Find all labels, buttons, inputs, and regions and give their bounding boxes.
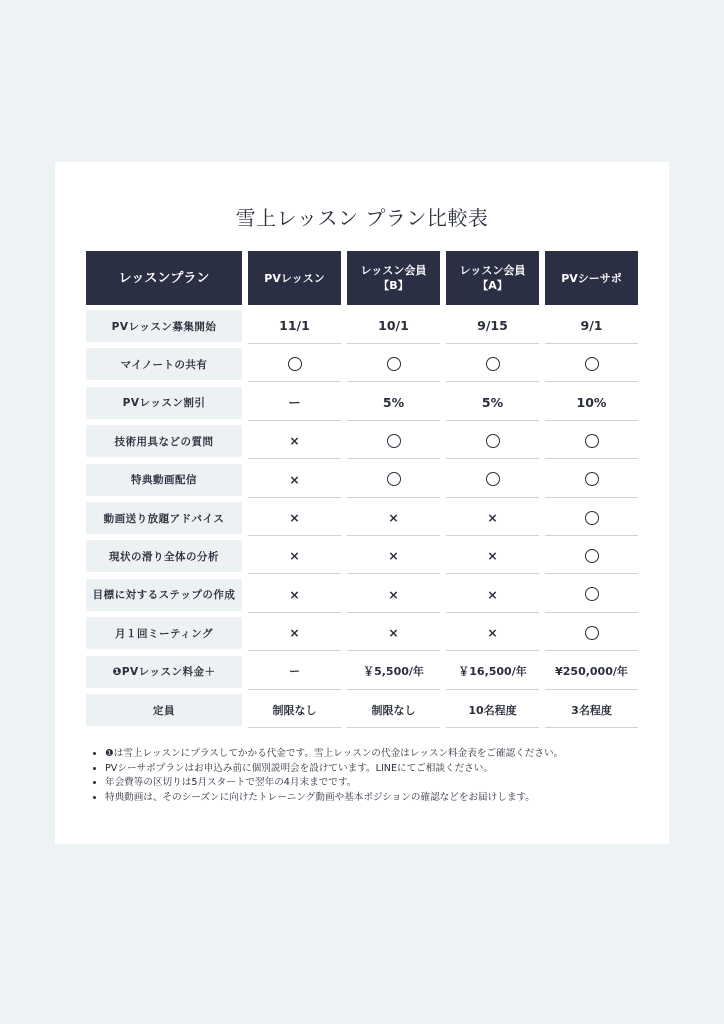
table-cell: 制限なし <box>248 692 341 728</box>
table-cell: 10% <box>545 385 638 421</box>
table-cell: × <box>347 538 440 574</box>
note-item: • ❶は雪上レッスンにプラスしてかかる代金です。雪上レッスンの代金はレッスン料金表をご確認ください。 <box>105 747 665 762</box>
row-label: ❶PVレッスン料金＋ <box>86 656 242 688</box>
table-cell <box>545 538 638 574</box>
table-cell <box>545 423 638 459</box>
row-label: マイノートの共有 <box>86 348 242 380</box>
table-cell: 9/1 <box>545 308 638 344</box>
table-cell <box>347 462 440 498</box>
page-title: 雪上レッスン プラン比較表 <box>235 206 489 230</box>
table-cell <box>545 615 638 651</box>
table-cell: 3名程度 <box>545 692 638 728</box>
header-plan-label: レッスンプラン <box>86 251 242 305</box>
row-label: PVレッスン募集開始 <box>86 310 242 342</box>
table-cell: ¥250,000/年 <box>545 654 638 690</box>
table-cell <box>545 346 638 382</box>
check-circle-icon <box>585 472 599 486</box>
row-label: PVレッスン割引 <box>86 387 242 419</box>
header-plan-3: レッスン会員 【A】 <box>446 251 539 305</box>
table-cell: 11/1 <box>248 308 341 344</box>
table-cell: × <box>347 500 440 536</box>
table-cell <box>347 346 440 382</box>
table-cell: 5% <box>347 385 440 421</box>
header-plan-4: PVシーサポ <box>545 251 638 305</box>
table-cell: 制限なし <box>347 692 440 728</box>
table-cell: × <box>347 577 440 613</box>
header-plan-1: PVレッスン <box>248 251 341 305</box>
table-cell: × <box>248 577 341 613</box>
note-item: • 特典動画は、そのシーズンに向けたトレーニング動画や基本ポジションの確認などをお届けします。 <box>105 791 665 806</box>
check-circle-icon <box>486 357 500 371</box>
table-cell: × <box>446 615 539 651</box>
check-circle-icon <box>585 511 599 525</box>
table-cell: 5% <box>446 385 539 421</box>
table-cell: 10/1 <box>347 308 440 344</box>
row-label: 目標に対するステップの作成 <box>86 579 242 611</box>
check-circle-icon <box>486 434 500 448</box>
table-cell: 9/15 <box>446 308 539 344</box>
table-cell: × <box>446 577 539 613</box>
check-circle-icon <box>585 626 599 640</box>
table-cell: × <box>248 500 341 536</box>
check-circle-icon <box>585 549 599 563</box>
table-cell <box>347 423 440 459</box>
row-label: 技術用具などの質問 <box>86 425 242 457</box>
table-cell: ￥5,500/年 <box>347 654 440 690</box>
table-cell <box>446 462 539 498</box>
row-label: 動画送り放題アドバイス <box>86 502 242 534</box>
check-circle-icon <box>585 434 599 448</box>
check-circle-icon <box>387 472 401 486</box>
table-cell: × <box>248 538 341 574</box>
table-cell: ー <box>248 385 341 421</box>
table-cell: × <box>446 538 539 574</box>
table-cell <box>545 577 638 613</box>
note-item: • PVシーサポプランはお申込み前に個別説明会を設けています。LINEにてご相談ください。 <box>105 762 665 777</box>
table-cell <box>446 423 539 459</box>
table-cell <box>545 462 638 498</box>
table-cell: ー <box>248 654 341 690</box>
check-circle-icon <box>387 357 401 371</box>
table-cell <box>545 500 638 536</box>
row-label: 現状の滑り全体の分析 <box>86 540 242 572</box>
check-circle-icon <box>585 357 599 371</box>
note-item: • 年会費等の区切りは5月スタートで翌年の4月末までです。 <box>105 776 665 791</box>
plan-comparison-card <box>55 162 669 844</box>
check-circle-icon <box>387 434 401 448</box>
table-cell: × <box>248 462 341 498</box>
table-cell: × <box>347 615 440 651</box>
notes-list <box>89 747 665 805</box>
check-circle-icon <box>585 587 599 601</box>
table-cell <box>248 346 341 382</box>
check-circle-icon <box>486 472 500 486</box>
table-cell <box>446 346 539 382</box>
table-cell: × <box>446 500 539 536</box>
check-circle-icon <box>288 357 302 371</box>
table-cell: × <box>248 615 341 651</box>
header-plan-2: レッスン会員 【B】 <box>347 251 440 305</box>
row-label: 月１回ミーティング <box>86 617 242 649</box>
row-label: 定員 <box>86 694 242 726</box>
row-label: 特典動画配信 <box>86 464 242 496</box>
table-cell: 10名程度 <box>446 692 539 728</box>
table-cell: × <box>248 423 341 459</box>
table-cell: ￥16,500/年 <box>446 654 539 690</box>
